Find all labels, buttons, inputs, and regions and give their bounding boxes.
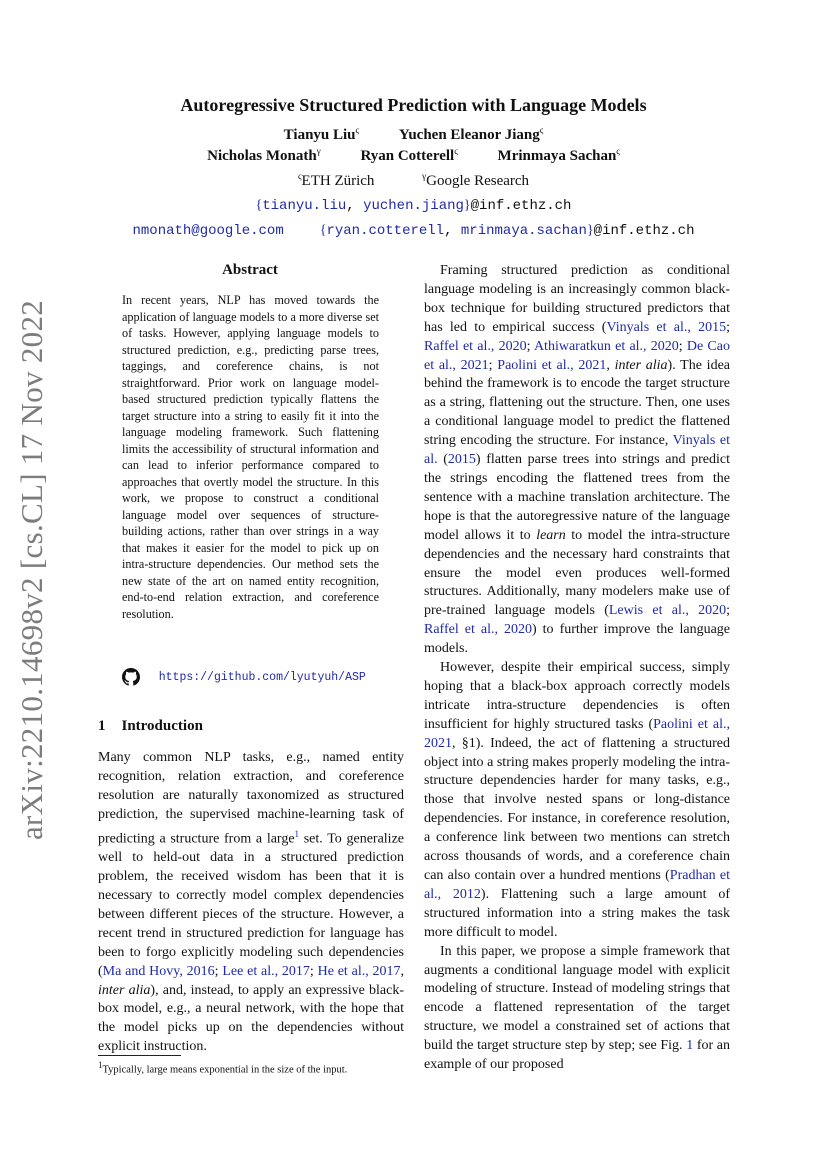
author-line-1 [0,125,827,144]
affiliation: $^\gamma$Google Research [422,171,530,189]
abstract-heading: Abstract [222,262,278,278]
author: Tianyu Liu$^\varsigma$ [283,125,360,143]
footnote-rule [98,1055,181,1056]
citation[interactable]: Ma and Hovy, 2016 [102,963,215,979]
footnote: $^1$Typically, large means exponential in the size of the input. [98,1060,348,1076]
author: Yuchen Eleanor Jiang$^\varsigma$ [398,125,544,143]
intro-right-column [424,262,730,1075]
citation[interactable]: Raffel et al., 2020 [424,338,527,354]
citation[interactable]: Lewis et al., 2020 [608,603,727,619]
github-icon [122,668,140,686]
email-line-2: nmonath@google.com {ryan.cotterell, mrinmaya.sachan}@inf.ethz.ch [132,223,695,239]
email-link[interactable]: nmonath@google.com [132,223,284,239]
email-link[interactable]: yuchen.jiang [363,198,464,214]
github-link-row [122,668,366,686]
email-link[interactable]: ryan.cotterell [326,223,445,239]
author: Mrinmaya Sachan$^\varsigma$ [497,146,620,164]
affiliations [0,171,827,190]
abstract-text: In recent years, NLP has moved towards the application of language models to a more diverse set of tasks. However, applying language models to structured prediction, e.g., predicting parse trees, taggings, and coreference chains, is not straightforward. Prior work on language model-based structured prediction typically flattens the target structure into a string to easily fit it into the language modeling framework. Such flattening limits the accessibility of structural information and can lead to inferior performance compared to approaches that overtly model the structure. In this work, we propose to construct a conditional language model over sequences of structure-building actions, rather than over strings in a way that makes it easier for the model to pick up on intra-structure dependencies. Our method sets the new state of the art on named entity recognition, end-to-end relation extraction, and coreference resolution. [122,293,379,621]
paper-title: Autoregressive Structured Prediction with Language Models [180,95,647,115]
paragraph: However, despite their empirical success, simply hoping that a black-box approach correctly models intricate intra-structure dependencies is often insufficient for highly structured tasks (Paolini et al., 2021, §1). Indeed, the act of flattening a structured object into a string makes properly modeling the intra-structure dependencies harder for many tasks, e.g., those that involve nested spans or long-distance dependencies. For instance, in coreference resolution, a conference link between two mentions can stretch across thousands of words, and a coreference chain can also contain over a hundred mentions (Pradhan et al., 2012). Flattening such a large amount of structured information into a string makes the task more difficult to model. [424,660,730,940]
citation[interactable]: Paolini et al., 2021 [424,716,730,751]
citation[interactable]: Pradhan et al., 2012 [424,868,730,902]
section-heading: 1 Introduction [98,718,203,734]
citation[interactable]: De Cao et al., 2021 [424,338,730,373]
citation[interactable]: Vinyals et al. [424,433,730,468]
email-link[interactable]: mrinmaya.sachan [460,223,587,239]
arxiv-stamp: arXiv:2210.14698v2 [cs.CL] 17 Nov 2022 [14,299,49,840]
footnote-ref[interactable]: 1 [294,828,300,839]
affiliation: $^\varsigma$ETH Zürich [297,171,375,189]
citation-year[interactable]: 2015 [447,452,476,468]
email-link[interactable]: tianyu.liu [262,198,347,214]
citation[interactable]: Athiwaratkun et al., 2020 [533,338,679,354]
citation[interactable]: Paolini et al., 2021 [497,357,607,373]
author-line-2 [0,146,827,165]
author: Nicholas Monath$^\gamma$ [207,146,321,164]
citation[interactable]: Lee et al., 2017 [222,963,310,979]
github-url[interactable]: https://github.com/lyutyuh/ASP [158,670,366,684]
email-line-1: {tianyu.liu, yuchen.jiang}@inf.ethz.ch [255,198,572,214]
intro-left-column [98,749,404,1057]
figure-ref[interactable]: 1 [686,1038,694,1054]
paragraph: Framing structured prediction as conditional language modeling is an increasingly common black-box technique for building structured predictors that has led to empirical success (Vinyals et al., 2015; Raffel et al., 2020; Athiwaratkun et al., 2020; De Cao et al., 2021; Paolini et al., 2021, inter alia). The idea behind the framework is to encode the target structure as a string, flattening out the structure. Then, one uses a conditional language model to predict the flattened string encoding the structure. For instance, Vinyals et al. (2015) flatten parse trees into strings and predict the strings encoding the flattened trees from the sentence with a machine translation architecture. The hope is that the autoregressive nature of the language model allows it to learn to model the intra-structure dependencies and the necessary hard constraints that ensure the model even produces well-formed structures. Additionally, many modelers make use of pre-trained language models (Lewis et al., 2020; Raffel et al., 2020) to further improve the language models. [424,263,731,657]
citation[interactable]: He et al., 2017 [317,963,401,979]
author: Ryan Cotterell$^\varsigma$ [360,146,458,164]
paragraph: Many common NLP tasks, e.g., named entity recognition, relation extraction, and coreference resolution are naturally taxonomized as structured prediction, the supervised machine-learning task of predicting a structure from a large$^1$ set. To generalize well to held-out data in a structured prediction problem, the received wisdom has been that it is necessary to correctly model complex dependencies between different pieces of the structure. However, a recent trend in structured prediction for language has been to forgo explicitly modeling such dependencies (Ma and Hovy, 2016; Lee et al., 2017; He et al., 2017, inter alia), and, instead, to apply an expressive black-box model, e.g., a neural network, with the hope that the model picks up on the dependencies without explicit instruction. [98,750,405,1055]
citation[interactable]: Vinyals et al., 2015 [606,319,727,335]
paragraph: In this paper, we propose a simple framework that augments a conditional language model with explicit modeling of structure. Instead of modeling strings that encode a flattened representation of the target structure, we model a constrained set of actions that build the target structure step by step; see Fig. 1 for an example of our proposed [424,943,730,1073]
citation[interactable]: Raffel et al., 2020 [424,622,532,638]
